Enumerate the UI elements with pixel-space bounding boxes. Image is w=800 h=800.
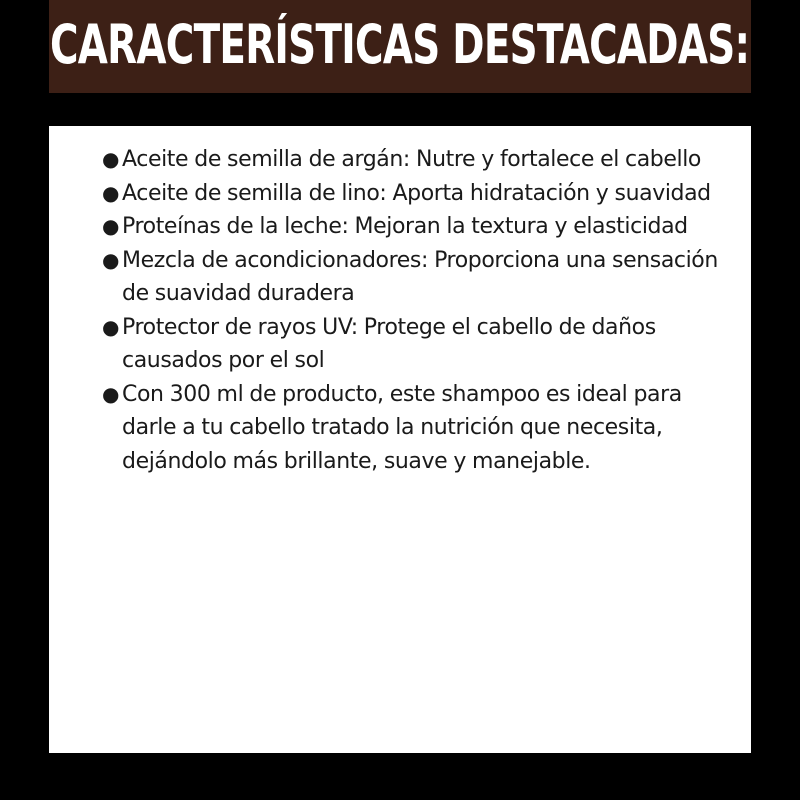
feature-text: Aceite de semilla de argán: Nutre y fortalece el cabello (122, 147, 701, 172)
feature-item-argan (102, 143, 732, 177)
title-banner (49, 0, 751, 93)
feature-item-acondicionadores (102, 244, 732, 311)
bullet-icon: ● (102, 214, 120, 238)
bullet-icon: ● (102, 381, 120, 406)
feature-text: Aceite de semilla de lino: Aporta hidratación y suavidad (122, 180, 711, 206)
feature-text: Mezcla de acondicionadores: Proporciona una sensación de suavidad duradera (122, 247, 718, 306)
feature-item-lino (102, 177, 732, 211)
bullet-icon: ● (102, 180, 120, 205)
feature-item-protector-uv (102, 311, 732, 378)
feature-text: Proteínas de la leche: Mejoran la textura y elasticidad (122, 214, 688, 239)
bullet-icon: ● (102, 147, 120, 171)
feature-item-contenido (102, 378, 732, 479)
features-card (49, 126, 751, 753)
feature-text: Con 300 ml de producto, este shampoo es ideal para darle a tu cabello tratado la nutrición que necesita, dejándolo más brillante, suave y manejable. (122, 381, 682, 474)
bullet-icon: ● (102, 247, 120, 272)
features-list (102, 143, 732, 478)
feature-item-proteinas (102, 210, 732, 244)
page-title: CARACTERÍSTICAS DESTACADAS: (50, 12, 750, 76)
feature-text: Protector de rayos UV: Protege el cabello de daños causados por el sol (122, 314, 656, 373)
bullet-icon: ● (102, 314, 120, 339)
